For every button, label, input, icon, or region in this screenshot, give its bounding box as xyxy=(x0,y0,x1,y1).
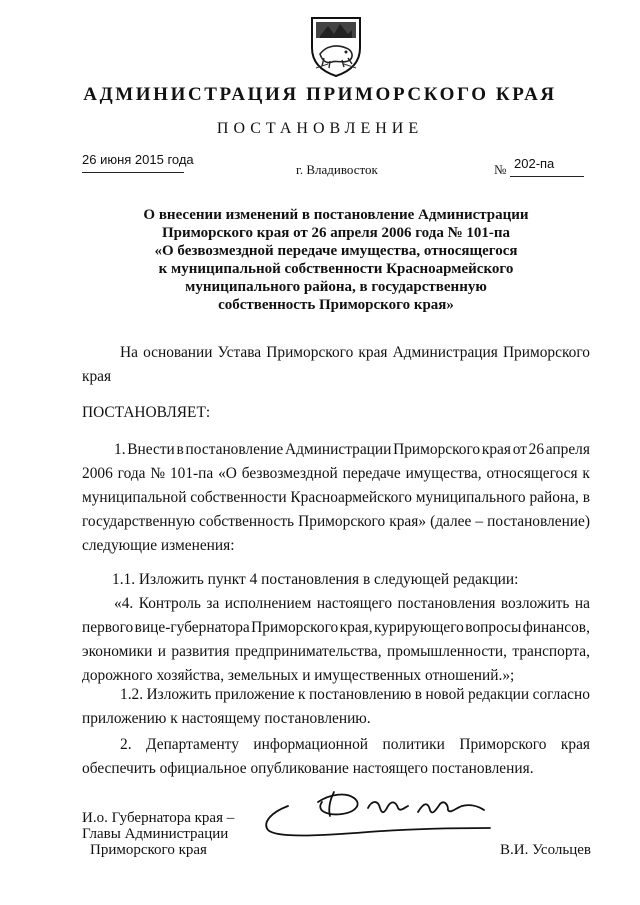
intro-line: На основании Устава Приморского края Администрация Приморского xyxy=(120,344,590,361)
subject-line: к муниципальной собственности Красноармейского xyxy=(158,261,514,277)
item-1-2-line: приложению к настоящему постановлению. xyxy=(82,710,371,727)
number-label: № xyxy=(494,162,507,177)
position-line: Главы Администрации xyxy=(82,826,229,842)
signatory-name: В.И. Усольцев xyxy=(500,842,591,858)
position-line: Приморского края xyxy=(90,842,207,858)
quote-line: экономики и развития предпринимательства, промышленности, транспорта, xyxy=(82,643,590,660)
intro-paragraph xyxy=(82,341,590,389)
subject-line: Приморского края от 26 апреля 2006 года № 101-па xyxy=(161,225,511,241)
item-1-line: муниципальной собственности Красноармейского муниципального района, в xyxy=(82,489,590,506)
item-2-paragraph xyxy=(82,733,590,781)
organization-title: АДМИНИСТРАЦИЯ ПРИМОРСКОГО КРАЯ xyxy=(83,84,557,105)
subject-line: «О безвозмездной передаче имущества, относящегося xyxy=(154,243,518,259)
item-2-line: 2. Департаменту информационной политики Приморского края xyxy=(120,736,590,753)
item-1-2-line: 1.2. Изложить приложение к постановлению в новой редакции согласно xyxy=(120,686,590,703)
item-1-1-paragraph: 1.1. Изложить пункт 4 постановления в следующей редакции: xyxy=(112,571,519,588)
document-type: ПОСТАНОВЛЕНИЕ xyxy=(216,120,424,137)
quote-line: дорожного хозяйства, земельных и имущественных отношений.»; xyxy=(82,667,515,684)
signatory-position xyxy=(82,810,234,858)
item-2-line: обеспечить официальное опубликование настоящего постановления. xyxy=(82,760,534,777)
intro-line: края xyxy=(82,368,112,385)
quote-line: «4. Контроль за исполнением настоящего постановления возложить на xyxy=(114,595,590,612)
item-1-paragraph xyxy=(82,438,590,558)
item-1-line: следующие изменения: xyxy=(82,537,235,554)
coat-of-arms-emblem xyxy=(306,14,366,78)
subject-line: муниципального района, в государственную xyxy=(185,279,487,295)
date-underline xyxy=(82,172,184,173)
item-1-line: государственную собственность Приморского края» (далее – постановление) xyxy=(82,513,590,530)
subject-line: О внесении изменений в постановление Администрации xyxy=(143,207,529,223)
document-number: 202-па xyxy=(514,156,555,171)
item-1-line: 1. Внести в постановление Администрации Приморского края от 26 апреля xyxy=(114,441,590,458)
subject-line: собственность Приморского края» xyxy=(218,297,454,313)
document-subject xyxy=(80,206,592,314)
item-1-line: 2006 года № 101-па «О безвозмездной передаче имущества, относящегося к xyxy=(82,465,590,482)
number-underline xyxy=(510,176,584,177)
item-1-2-paragraph xyxy=(82,683,590,731)
document-city: г. Владивосток xyxy=(296,162,378,177)
quote-paragraph xyxy=(82,592,590,688)
resolves-heading: ПОСТАНОВЛЯЕТ: xyxy=(82,404,211,421)
document-date: 26 июня 2015 года xyxy=(82,152,194,167)
handwritten-signature xyxy=(258,788,494,844)
position-line: И.о. Губернатора края – xyxy=(82,810,235,826)
quote-line: первого вице-губернатора Приморского края, курирующего вопросы финансов, xyxy=(82,619,590,636)
